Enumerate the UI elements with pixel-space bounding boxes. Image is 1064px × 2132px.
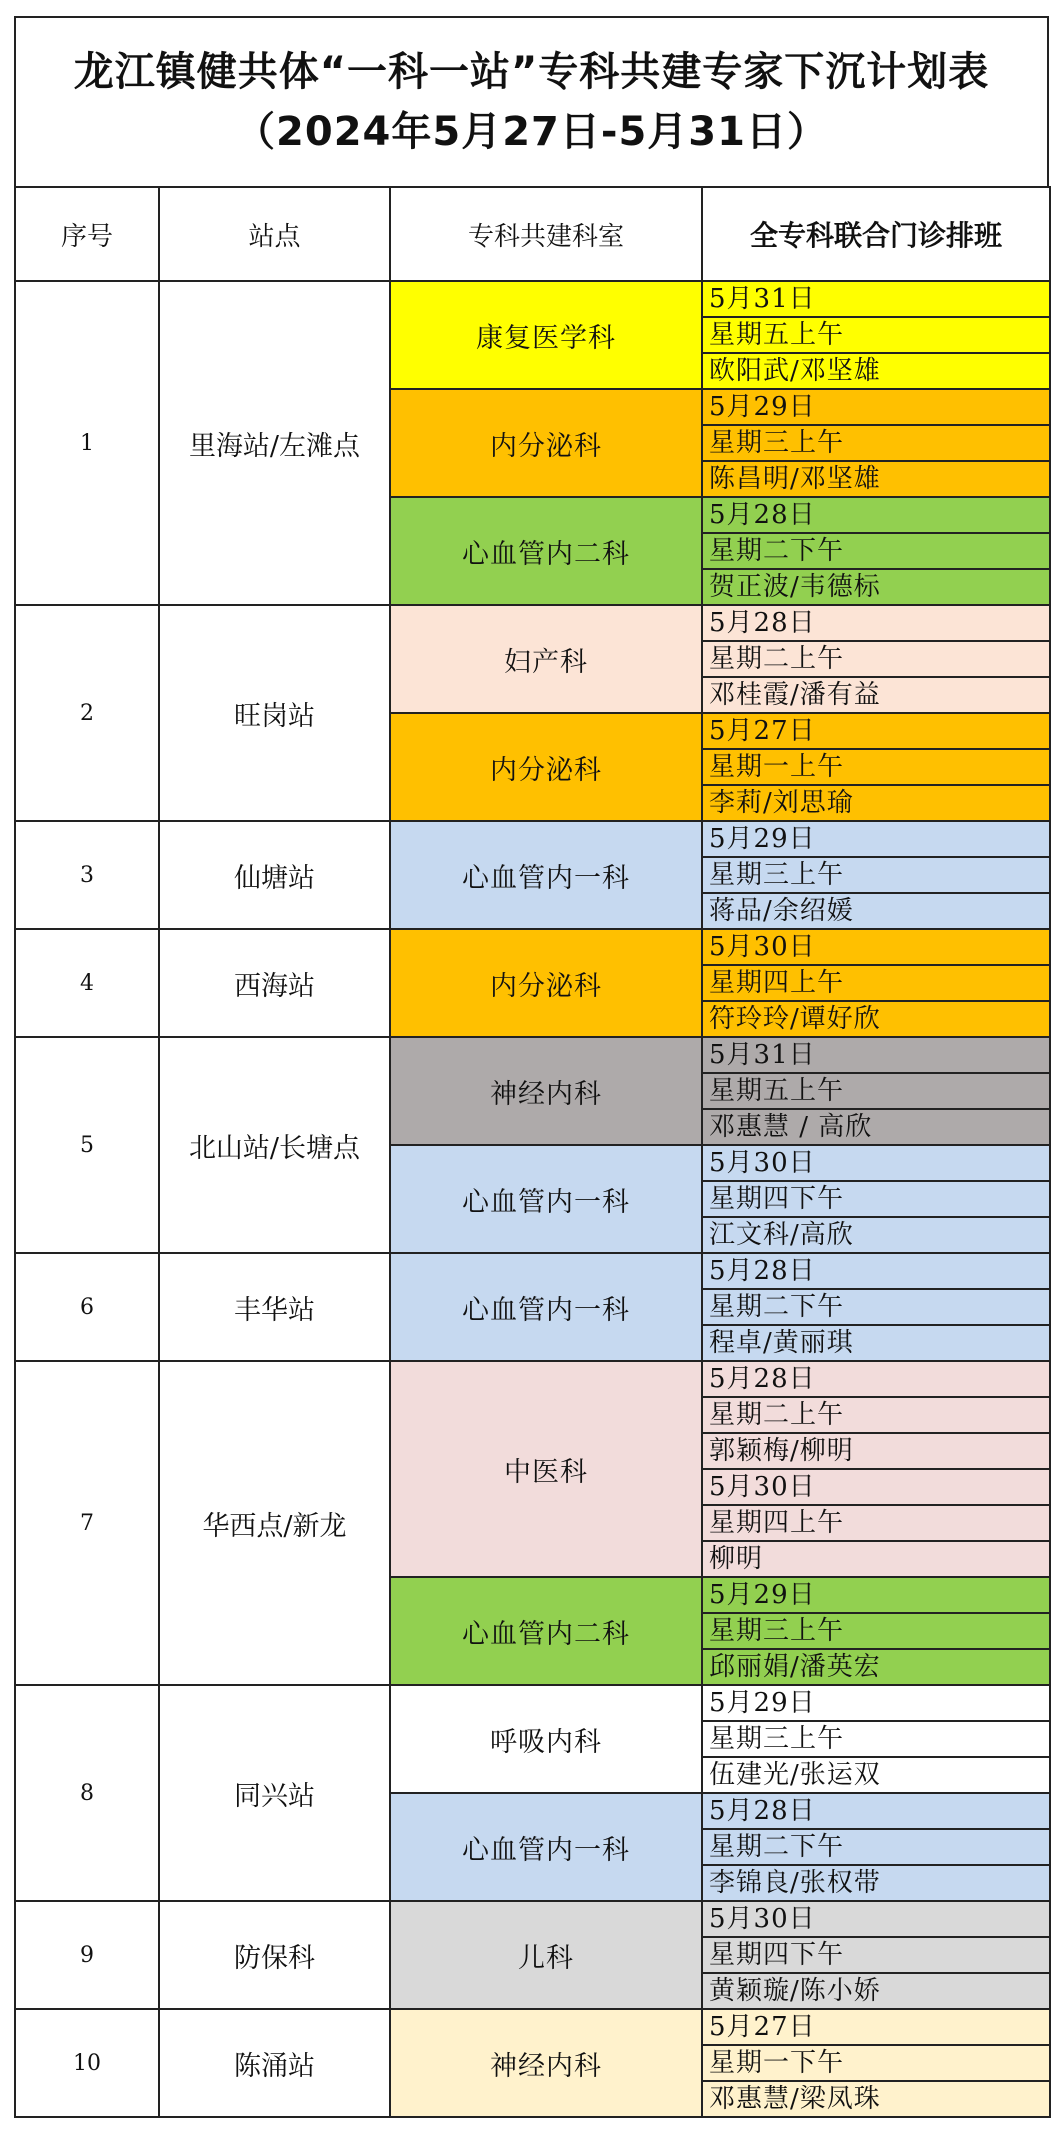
- schedule-line: 星期五上午: [702, 317, 1050, 353]
- schedule-line: 郭颖梅/柳明: [702, 1433, 1050, 1469]
- site-cell: 里海站/左滩点: [159, 281, 390, 605]
- seq-cell: 6: [15, 1253, 159, 1361]
- dept-cell: 康复医学科: [390, 281, 702, 389]
- schedule-line: 邓惠慧 / 高欣: [702, 1109, 1050, 1145]
- table-row: [15, 1361, 1050, 1397]
- schedule-line: 欧阳武/邓坚雄: [702, 353, 1050, 389]
- dept-cell: 中医科: [390, 1361, 702, 1577]
- schedule-line: 星期二上午: [702, 641, 1050, 677]
- table-row: [15, 2009, 1050, 2045]
- schedule-line: 5月29日: [702, 1685, 1050, 1721]
- table-row: [15, 1901, 1050, 1937]
- table-row: [15, 1037, 1050, 1073]
- dept-cell: 妇产科: [390, 605, 702, 713]
- schedule-line: 星期五上午: [702, 1073, 1050, 1109]
- schedule-line: 陈昌明/邓坚雄: [702, 461, 1050, 497]
- schedule-line: 5月30日: [702, 1469, 1050, 1505]
- schedule-line: 李锦良/张权带: [702, 1865, 1050, 1901]
- table-row: [15, 281, 1050, 317]
- schedule-line: 星期一上午: [702, 749, 1050, 785]
- site-cell: 同兴站: [159, 1685, 390, 1901]
- schedule-line: 江文科/高欣: [702, 1217, 1050, 1253]
- site-cell: 丰华站: [159, 1253, 390, 1361]
- schedule-line: 星期四上午: [702, 1505, 1050, 1541]
- site-cell: 北山站/长塘点: [159, 1037, 390, 1253]
- schedule-line: 5月28日: [702, 1361, 1050, 1397]
- schedule-line: 星期四下午: [702, 1181, 1050, 1217]
- schedule-line: 星期二上午: [702, 1397, 1050, 1433]
- seq-cell: 7: [15, 1361, 159, 1685]
- page-title: 龙江镇健共体“一科一站”专科共建专家下沉计划表: [73, 49, 990, 95]
- seq-cell: 8: [15, 1685, 159, 1901]
- dept-cell: 心血管内二科: [390, 497, 702, 605]
- schedule-line: 5月27日: [702, 2009, 1050, 2045]
- schedule-line: 邓惠慧/梁凤珠: [702, 2081, 1050, 2117]
- schedule-line: 5月28日: [702, 605, 1050, 641]
- schedule-line: 5月28日: [702, 1793, 1050, 1829]
- schedule-line: 符玲玲/谭好欣: [702, 1001, 1050, 1037]
- schedule-line: 黄颖璇/陈小娇: [702, 1973, 1050, 2009]
- schedule-line: 5月31日: [702, 1037, 1050, 1073]
- seq-cell: 4: [15, 929, 159, 1037]
- schedule-line: 5月27日: [702, 713, 1050, 749]
- header-dept: 专科共建科室: [390, 187, 702, 281]
- title-block: [14, 16, 1049, 186]
- site-cell: 旺岗站: [159, 605, 390, 821]
- dept-cell: 呼吸内科: [390, 1685, 702, 1793]
- site-cell: 西海站: [159, 929, 390, 1037]
- schedule-line: 星期二下午: [702, 1829, 1050, 1865]
- schedule-sheet: [14, 16, 1049, 2118]
- site-cell: 仙塘站: [159, 821, 390, 929]
- schedule-line: 柳明: [702, 1541, 1050, 1577]
- schedule-line: 邱丽娟/潘英宏: [702, 1649, 1050, 1685]
- header-schedule: 全专科联合门诊排班: [702, 187, 1050, 281]
- site-cell: 陈涌站: [159, 2009, 390, 2117]
- schedule-line: 5月29日: [702, 389, 1050, 425]
- schedule-line: 邓桂霞/潘有益: [702, 677, 1050, 713]
- seq-cell: 10: [15, 2009, 159, 2117]
- table-row: [15, 929, 1050, 965]
- seq-cell: 9: [15, 1901, 159, 2009]
- schedule-line: 蒋品/余绍媛: [702, 893, 1050, 929]
- dept-cell: 心血管内一科: [390, 1145, 702, 1253]
- schedule-line: 伍建光/张运双: [702, 1757, 1050, 1793]
- date-range: （2024年5月27日-5月31日）: [235, 109, 828, 155]
- seq-cell: 3: [15, 821, 159, 929]
- site-cell: 华西点/新龙: [159, 1361, 390, 1685]
- seq-cell: 2: [15, 605, 159, 821]
- schedule-line: 5月30日: [702, 1901, 1050, 1937]
- schedule-line: 星期三上午: [702, 425, 1050, 461]
- header-row: [15, 187, 1050, 281]
- schedule-line: 星期三上午: [702, 1613, 1050, 1649]
- dept-cell: 儿科: [390, 1901, 702, 2009]
- dept-cell: 心血管内二科: [390, 1577, 702, 1685]
- table-row: [15, 1685, 1050, 1721]
- dept-cell: 神经内科: [390, 2009, 702, 2117]
- dept-cell: 神经内科: [390, 1037, 702, 1145]
- schedule-line: 5月29日: [702, 821, 1050, 857]
- dept-cell: 心血管内一科: [390, 1253, 702, 1361]
- schedule-line: 5月31日: [702, 281, 1050, 317]
- schedule-line: 5月28日: [702, 497, 1050, 533]
- table-row: [15, 1253, 1050, 1289]
- schedule-line: 星期二下午: [702, 533, 1050, 569]
- schedule-line: 5月30日: [702, 1145, 1050, 1181]
- dept-cell: 心血管内一科: [390, 821, 702, 929]
- schedule-line: 5月30日: [702, 929, 1050, 965]
- schedule-line: 贺正波/韦德标: [702, 569, 1050, 605]
- schedule-line: 5月29日: [702, 1577, 1050, 1613]
- schedule-line: 星期一下午: [702, 2045, 1050, 2081]
- dept-cell: 内分泌科: [390, 929, 702, 1037]
- header-seq: 序号: [15, 187, 159, 281]
- schedule-line: 5月28日: [702, 1253, 1050, 1289]
- schedule-line: 星期三上午: [702, 1721, 1050, 1757]
- header-site: 站点: [159, 187, 390, 281]
- schedule-table: [14, 186, 1051, 2118]
- schedule-line: 星期二下午: [702, 1289, 1050, 1325]
- schedule-line: 星期四下午: [702, 1937, 1050, 1973]
- table-row: [15, 605, 1050, 641]
- schedule-line: 星期三上午: [702, 857, 1050, 893]
- schedule-line: 程卓/黄丽琪: [702, 1325, 1050, 1361]
- table-row: [15, 821, 1050, 857]
- table-body: [15, 281, 1050, 2117]
- site-cell: 防保科: [159, 1901, 390, 2009]
- dept-cell: 内分泌科: [390, 389, 702, 497]
- dept-cell: 内分泌科: [390, 713, 702, 821]
- dept-cell: 心血管内一科: [390, 1793, 702, 1901]
- schedule-line: 李莉/刘思瑜: [702, 785, 1050, 821]
- seq-cell: 5: [15, 1037, 159, 1253]
- schedule-line: 星期四上午: [702, 965, 1050, 1001]
- seq-cell: 1: [15, 281, 159, 605]
